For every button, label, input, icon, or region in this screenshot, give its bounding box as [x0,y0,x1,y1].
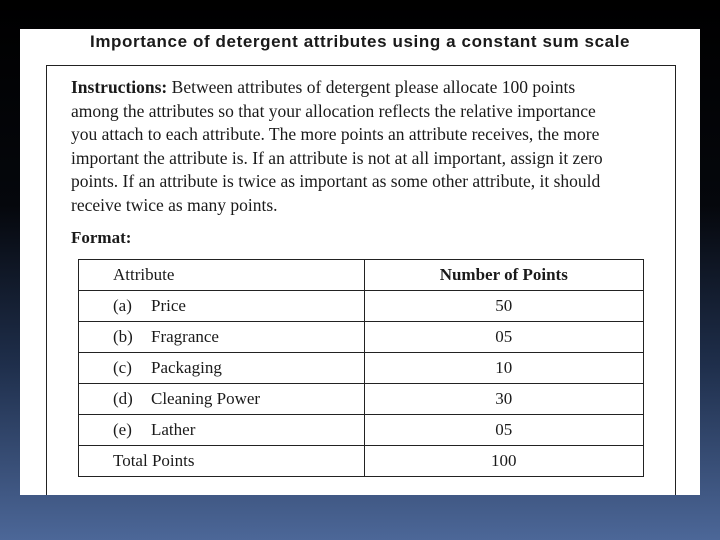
instructions-line-2: among the attributes so that your allocation reflects the relative importance [71,100,596,121]
attribute-name: Price [151,296,186,315]
instructions-line-3: you attach to each attribute. The more points an attribute receives, the more [71,124,600,144]
attribute-letter: (d) [113,389,133,408]
attribute-name: Lather [151,420,196,439]
table-row [79,322,644,353]
document-box [46,65,676,495]
table-header-row [79,260,644,291]
points-cell: 05 [364,322,643,353]
instructions-line-5: points. If an attribute is twice as important as some other attribute, it should [71,171,601,191]
points-cell: 10 [364,353,643,384]
attribute-cell [79,322,365,353]
total-row [79,446,644,477]
slide-title: Importance of detergent attributes using a constant sum scale [90,32,631,51]
points-cell: 50 [364,291,643,322]
total-label: Total Points [79,446,365,477]
header-attribute: Attribute [79,260,365,291]
instructions-line-4: important the attribute is. If an attribute is not at all important, assign it zero [71,147,603,168]
attribute-table [78,259,644,477]
instructions-line-1: Between attributes of detergent please allocate 100 points [171,77,576,97]
attribute-name: Fragrance [151,327,219,346]
header-points: Number of Points [364,260,643,291]
attribute-name: Packaging [151,358,222,377]
attribute-letter: (c) [113,358,132,377]
table-row [79,415,644,446]
instructions-line-6: receive twice as many points. [71,194,278,215]
attribute-letter: (e) [113,420,132,439]
attribute-letter: (a) [113,296,132,315]
points-cell: 30 [364,384,643,415]
table-row [79,291,644,322]
attribute-cell [79,291,365,322]
points-cell: 05 [364,415,643,446]
total-value: 100 [364,446,643,477]
instructions-text [71,76,661,217]
attribute-name: Cleaning Power [151,389,261,408]
instructions-label: Instructions: [71,77,168,97]
attribute-cell [79,415,365,446]
slide [20,29,700,495]
attribute-cell [79,384,365,415]
attribute-letter: (b) [113,327,133,346]
format-label: Format: [71,228,132,247]
table-row [79,384,644,415]
table-row [79,353,644,384]
attribute-cell [79,353,365,384]
